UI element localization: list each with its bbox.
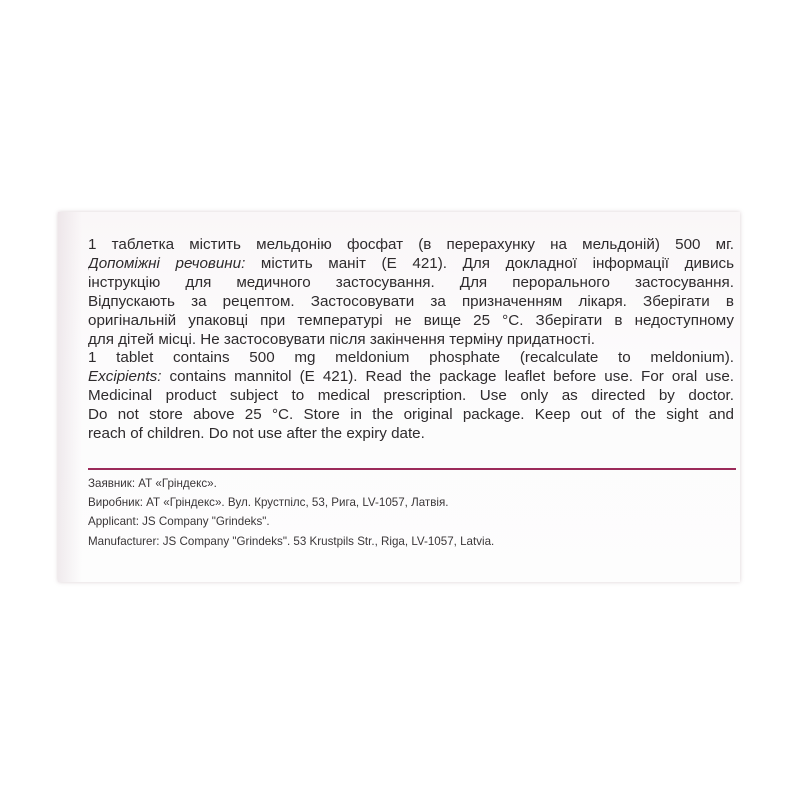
en-excipients-line xyxy=(88,368,734,387)
en-composition-line: 1 tablet contains 500 mg meldonium phosphate (recalculate to meldonium). xyxy=(88,349,734,367)
ua-prescription-line: Відпускають за рецептом. Застосовувати за призначенням лікаря. Зберігати в xyxy=(88,292,734,310)
ua-excipients-line xyxy=(88,255,734,274)
ua-storage-line: оригінальній упаковці при температурі не вище 25 °С. Зберігати в недоступному xyxy=(88,311,734,329)
ua-excipients-text: містить маніт (Е 421). Для докладної інформації дивись xyxy=(245,254,734,272)
en-prescription-line: Medicinal product subject to medical prescription. Use only as directed by doctor. xyxy=(88,387,734,405)
ua-composition-line: 1 таблетка містить мельдонію фосфат (в перерахунку на мельдоній) 500 мг. xyxy=(88,236,734,253)
manufacturer-en: Manufacturer: JS Company "Grindeks". 53 Krustpils Str., Riga, LV-1057, Latvia. xyxy=(88,534,495,548)
applicant-ua: Заявник: АТ «Гріндекс». xyxy=(88,477,217,490)
en-excipients-label: Excipients: xyxy=(88,368,162,386)
manufacturer-info xyxy=(88,474,728,551)
applicant-en: Applicant: JS Company "Grindeks". xyxy=(88,515,270,529)
ua-excipients-label: Допоміжні речовини: xyxy=(88,254,246,272)
en-excipients-text: contains mannitol (E 421). Read the package leaflet before use. For oral use. xyxy=(161,368,734,386)
ua-instruction-line: інструкцію для медичного застосування. Для перорального застосування. xyxy=(88,273,734,291)
package-description xyxy=(88,236,734,444)
section-divider xyxy=(88,468,736,470)
manufacturer-ua: Виробник: АТ «Гріндекс». Вул. Крустпілс, 53, Рига, LV-1057, Латвія. xyxy=(88,496,449,510)
ua-children-line: для дітей місці. Не застосовувати після закінчення терміну придатності. xyxy=(88,330,595,348)
en-children-line: reach of children. Do not use after the expiry date. xyxy=(88,425,425,443)
en-storage-line: Do not store above 25 °C. Store in the original package. Keep out of the sight and xyxy=(88,406,734,424)
